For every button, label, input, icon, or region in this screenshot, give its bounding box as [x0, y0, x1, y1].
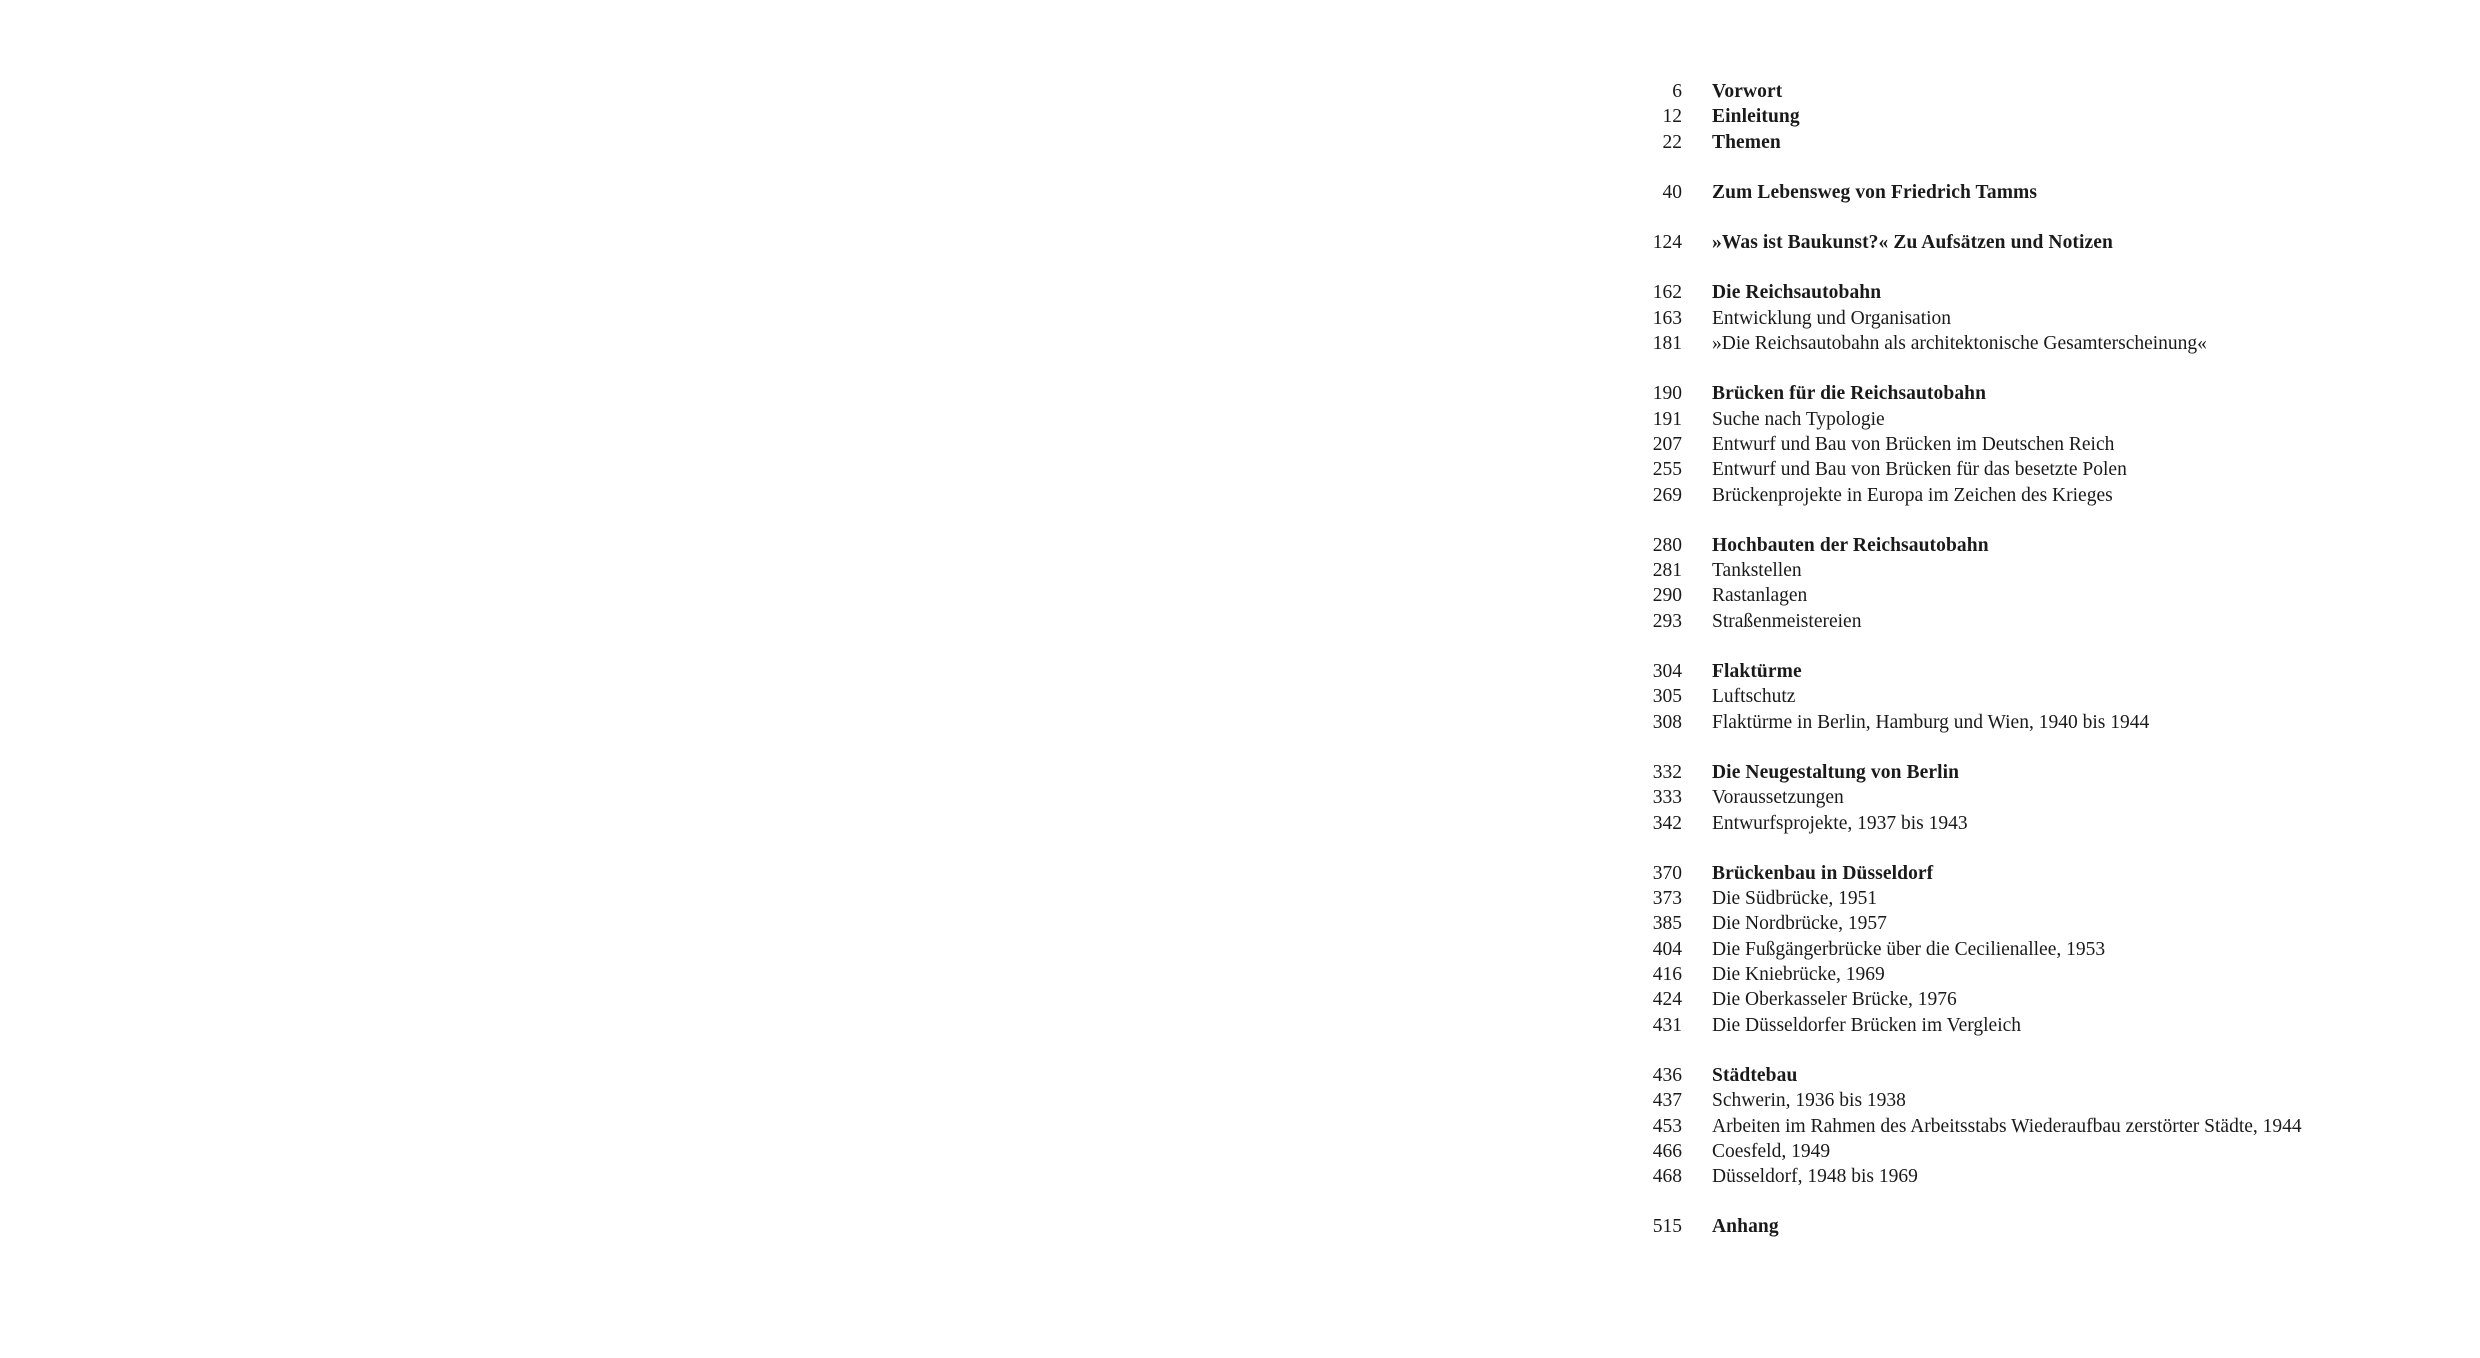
toc-page-number: 269 — [1652, 484, 1682, 506]
contents-page — [1240, 0, 2480, 1358]
toc-section — [1630, 1214, 2470, 1239]
toc-page-number: 437 — [1652, 1090, 1682, 1112]
toc-subentry — [1630, 911, 2470, 936]
toc-entry-title: Die Düsseldorfer Brücken im Vergleich — [1712, 1014, 2022, 1036]
toc-entry-title: Suche nach Typologie — [1712, 408, 1885, 430]
toc-entry-title: Die Reichsautobahn — [1712, 282, 1882, 304]
toc-subentry — [1630, 483, 2470, 508]
toc-page-number: 255 — [1652, 459, 1682, 481]
toc-subentry — [1630, 306, 2470, 331]
toc-subentry — [1630, 1114, 2470, 1139]
toc-entry-title: Luftschutz — [1712, 686, 1796, 708]
toc-heading-entry — [1630, 760, 2470, 785]
toc-page-number: 40 — [1662, 181, 1682, 203]
toc-page-number: 466 — [1652, 1140, 1682, 1162]
toc-page-number: 191 — [1652, 408, 1682, 430]
toc-page-number: 207 — [1652, 433, 1682, 455]
toc-subentry — [1630, 407, 2470, 432]
toc-entry-title: Coesfeld, 1949 — [1712, 1140, 1831, 1162]
toc-entry-title: Anhang — [1712, 1216, 1779, 1238]
toc-subentry — [1630, 558, 2470, 583]
toc-subentry — [1630, 710, 2470, 735]
toc-entry-title: Einleitung — [1712, 106, 1800, 128]
toc-entry-title: Tankstellen — [1712, 560, 1802, 582]
toc-subentry — [1630, 811, 2470, 836]
toc-entry-title: Vorwort — [1712, 81, 1783, 102]
toc-page-number: 333 — [1652, 787, 1682, 809]
toc-page-number: 6 — [1672, 81, 1682, 102]
toc-page-number: 124 — [1652, 232, 1682, 254]
toc-section — [1630, 230, 2470, 255]
toc-section — [1630, 180, 2470, 205]
toc-subentry — [1630, 457, 2470, 482]
toc-subentry — [1630, 1139, 2470, 1164]
toc-heading-entry — [1630, 130, 2470, 155]
toc-subentry — [1630, 937, 2470, 962]
toc-heading-entry — [1630, 180, 2470, 205]
toc-heading-entry — [1630, 861, 2470, 886]
toc-entry-title: Hochbauten der Reichsautobahn — [1712, 534, 1989, 556]
toc-entry-title: Arbeiten im Rahmen des Arbeitsstabs Wiederaufbau zerstörter Städte, 1944 — [1712, 1115, 2302, 1137]
toc-page-number: 436 — [1652, 1064, 1682, 1086]
toc-subentry — [1630, 583, 2470, 608]
toc-heading-entry — [1630, 533, 2470, 558]
toc-subentry — [1630, 1013, 2470, 1038]
toc-section — [1630, 659, 2470, 735]
toc-entry-title: Die Südbrücke, 1951 — [1712, 888, 1878, 910]
toc-subentry — [1630, 785, 2470, 810]
toc-page-number: 515 — [1652, 1216, 1682, 1238]
toc-entry-title: Themen — [1712, 131, 1781, 153]
toc-section — [1630, 861, 2470, 1038]
toc-section — [1630, 79, 2470, 155]
toc-heading-entry — [1630, 79, 2470, 104]
toc-subentry — [1630, 962, 2470, 987]
toc-subentry — [1630, 331, 2470, 356]
toc-heading-entry — [1630, 1214, 2470, 1239]
toc-section — [1630, 1063, 2470, 1189]
toc-page-number: 373 — [1652, 888, 1682, 910]
toc-page-number: 162 — [1652, 282, 1682, 304]
toc-page-number: 416 — [1652, 964, 1682, 986]
toc-entry-title: Entwurf und Bau von Brücken im Deutschen Reich — [1712, 433, 2115, 455]
toc-entry-title: Zum Lebensweg von Friedrich Tamms — [1712, 181, 2038, 203]
toc-subentry — [1630, 1088, 2470, 1113]
toc-entry-title: Die Oberkasseler Brücke, 1976 — [1712, 989, 1957, 1011]
toc-entry-title: Brücken für die Reichsautobahn — [1712, 383, 1987, 405]
toc-page-number: 370 — [1652, 862, 1682, 884]
toc-heading-entry — [1630, 280, 2470, 305]
toc-page-number: 332 — [1652, 761, 1682, 783]
toc-page-number: 308 — [1652, 711, 1682, 733]
toc-page-number: 385 — [1652, 913, 1682, 935]
toc-entry-title: Städtebau — [1712, 1064, 1798, 1086]
toc-entry-title: Brückenprojekte in Europa im Zeichen des Krieges — [1712, 484, 2113, 506]
toc-page-number: 453 — [1652, 1115, 1682, 1137]
toc-entry-title: Düsseldorf, 1948 bis 1969 — [1712, 1166, 1918, 1188]
toc-subentry — [1630, 1164, 2470, 1189]
toc-entry-title: Entwicklung und Organisation — [1712, 307, 1952, 329]
toc-page-number: 468 — [1652, 1166, 1682, 1188]
toc-heading-entry — [1630, 381, 2470, 406]
toc-entry-title: Schwerin, 1936 bis 1938 — [1712, 1090, 1906, 1112]
toc-page-number: 342 — [1652, 812, 1682, 834]
toc-page-number: 304 — [1652, 661, 1682, 683]
toc-entry-title: »Die Reichsautobahn als architektonische Gesamterscheinung« — [1712, 333, 2207, 355]
toc-entry-title: Rastanlagen — [1712, 585, 1808, 607]
toc-page-number: 181 — [1652, 333, 1682, 355]
toc-subentry — [1630, 609, 2470, 634]
toc-section — [1630, 381, 2470, 507]
toc-entry-title: Die Nordbrücke, 1957 — [1712, 913, 1887, 935]
toc-heading-entry — [1630, 1063, 2470, 1088]
toc-entry-title: Flaktürme in Berlin, Hamburg und Wien, 1940 bis 1944 — [1712, 711, 2150, 733]
toc-entry-title: Die Kniebrücke, 1969 — [1712, 964, 1885, 986]
toc-entry-title: Brückenbau in Düsseldorf — [1712, 862, 1934, 884]
toc-heading-entry — [1630, 104, 2470, 129]
toc-page-number: 305 — [1652, 686, 1682, 708]
toc-page-number: 290 — [1652, 585, 1682, 607]
toc-entry-title: Flaktürme — [1712, 661, 1802, 683]
toc-subentry — [1630, 886, 2470, 911]
toc-page-number: 280 — [1652, 534, 1682, 556]
toc-heading-entry — [1630, 659, 2470, 684]
toc-subentry — [1630, 987, 2470, 1012]
toc-page-number: 293 — [1652, 610, 1682, 632]
toc-entry-title: Straßenmeistereien — [1712, 610, 1862, 632]
toc-page-number: 281 — [1652, 560, 1682, 582]
toc-page-number: 190 — [1652, 383, 1682, 405]
toc-page-number: 431 — [1652, 1014, 1682, 1036]
toc-entry-title: Entwurfsprojekte, 1937 bis 1943 — [1712, 812, 1968, 834]
toc-subentry — [1630, 432, 2470, 457]
toc-page-number: 424 — [1652, 989, 1682, 1011]
toc-entry-title: »Was ist Baukunst?« Zu Aufsätzen und Notizen — [1712, 232, 2113, 254]
toc-heading-entry — [1630, 230, 2470, 255]
toc-page-number: 12 — [1662, 106, 1682, 128]
toc-section — [1630, 533, 2470, 634]
toc-entry-title: Die Fußgängerbrücke über die Cecilienallee, 1953 — [1712, 938, 2106, 960]
toc-page-number: 404 — [1652, 938, 1682, 960]
toc-section — [1630, 760, 2470, 836]
toc-subentry — [1630, 684, 2470, 709]
toc-page-number: 22 — [1662, 131, 1682, 153]
toc-entry-title: Voraussetzungen — [1712, 787, 1844, 809]
table-of-contents — [1630, 79, 2470, 1265]
toc-page-number: 163 — [1652, 307, 1682, 329]
toc-entry-title: Entwurf und Bau von Brücken für das besetzte Polen — [1712, 459, 2127, 481]
toc-section — [1630, 280, 2470, 356]
toc-entry-title: Die Neugestaltung von Berlin — [1712, 761, 1960, 783]
